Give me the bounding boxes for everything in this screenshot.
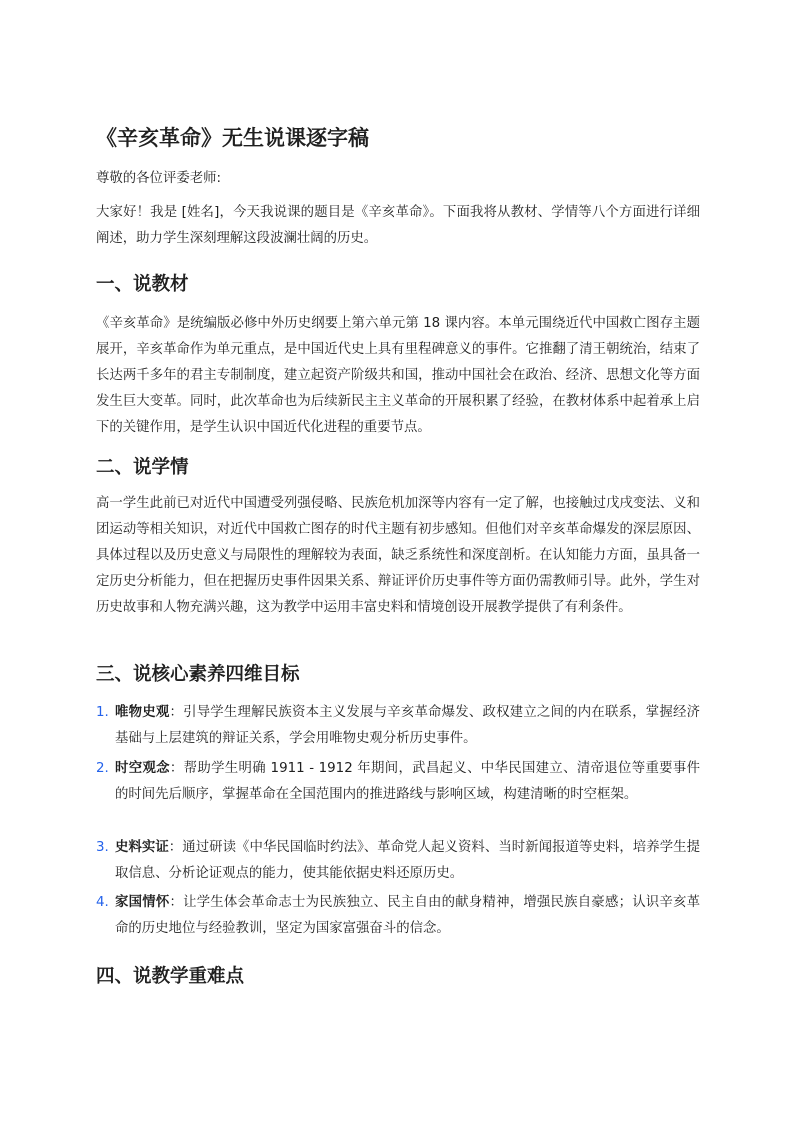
- term-separator: ：: [169, 761, 184, 776]
- list-item: [96, 835, 700, 887]
- list-item: [96, 890, 700, 942]
- section-heading-objectives: 三、说核心素养四维目标: [96, 664, 300, 685]
- greeting: 尊敬的各位评委老师:: [96, 171, 222, 186]
- list-number: 4.: [96, 895, 109, 910]
- intro-paragraph: 大家好！我是 [姓名]，今天我说课的题目是《辛亥革命》。下面我将从教材、学情等八个方面进行详细阐述，助力学生深刻理解这段波澜壮阔的历史。: [96, 205, 700, 246]
- term-separator: ：: [169, 705, 184, 720]
- list-item-text: 让学生体会革命志士为民族独立、民主自由的献身精神，增强民族自豪感；认识辛亥革命的历史地位与经验教训，坚定为国家富强奋斗的信念。: [115, 895, 701, 936]
- section-heading-students: 二、说学情: [96, 457, 189, 478]
- list-item-body: [115, 700, 700, 752]
- list-item-body: [115, 835, 700, 887]
- section-heading-textbook: 一、说教材: [96, 274, 189, 295]
- list-item-body: [115, 756, 700, 808]
- list-number: 2.: [96, 761, 109, 776]
- term: 家国情怀: [115, 895, 170, 910]
- list-item: [96, 756, 700, 808]
- section-heading-key-points: 四、说教学重难点: [96, 966, 245, 987]
- term: 时空观念: [115, 761, 170, 776]
- list-item-text: 引导学生理解民族资本主义发展与辛亥革命爆发、政权建立之间的内在联系，掌握经济基础与上层建筑的辩证关系，学会用唯物史观分析历史事件。: [115, 705, 701, 746]
- term-separator: ：: [168, 840, 183, 855]
- list-number: 1.: [96, 705, 109, 720]
- term-separator: ：: [169, 895, 184, 910]
- list-item-text: 帮助学生明确 1911 - 1912 年期间，武昌起义、中华民国建立、清帝退位等重要事件的时间先后顺序，掌握革命在全国范围内的推进路线与影响区域，构建清晰的时空框架。: [115, 761, 701, 802]
- page-title: 《辛亥革命》无生说课逐字稿: [96, 126, 369, 150]
- students-paragraph: 高一学生此前已对近代中国遭受列强侵略、民族危机加深等内容有一定了解，也接触过戊戌变法、义和团运动等相关知识，对近代中国救亡图存的时代主题有初步感知。但他们对辛亥革命爆发的深层原因、具体过程以及历史意义与局限性的理解较为表面，缺乏系统性和深度剖析。在认知能力方面，虽具备一定历史分析能力，但在把握历史事件因果关系、辩证评价历史事件等方面仍需教师引导。此外，学生对历史故事和人物充满兴趣，这为教学中运用丰富史料和情境创设开展教学提供了有利条件。: [96, 496, 700, 615]
- term: 唯物史观: [115, 705, 170, 720]
- list-item-body: [115, 890, 700, 942]
- list-number: 3.: [96, 840, 109, 855]
- list-item-text: 通过研读《中华民国临时约法》、革命党人起义资料、当时新闻报道等史料，培养学生提取信息、分析论证观点的能力，使其能依据史料还原历史。: [115, 840, 700, 881]
- term: 史料实证: [115, 840, 169, 855]
- list-item: [96, 700, 700, 752]
- textbook-paragraph: 《辛亥革命》是统编版必修中外历史纲要上第六单元第 18 课内容。本单元围绕近代中国救亡图存主题展开，辛亥革命作为单元重点，是中国近代史上具有里程碑意义的事件。它推翻了清王朝统治，结束了长达两千多年的君主专制制度，建立起资产阶级共和国，推动中国社会在政治、经济、思想文化等方面发生巨大变革。同时，此次革命也为后续新民主主义革命的开展积累了经验，在教材体系中起着承上启下的关键作用，是学生认识中国近代化进程的重要节点。: [96, 316, 700, 435]
